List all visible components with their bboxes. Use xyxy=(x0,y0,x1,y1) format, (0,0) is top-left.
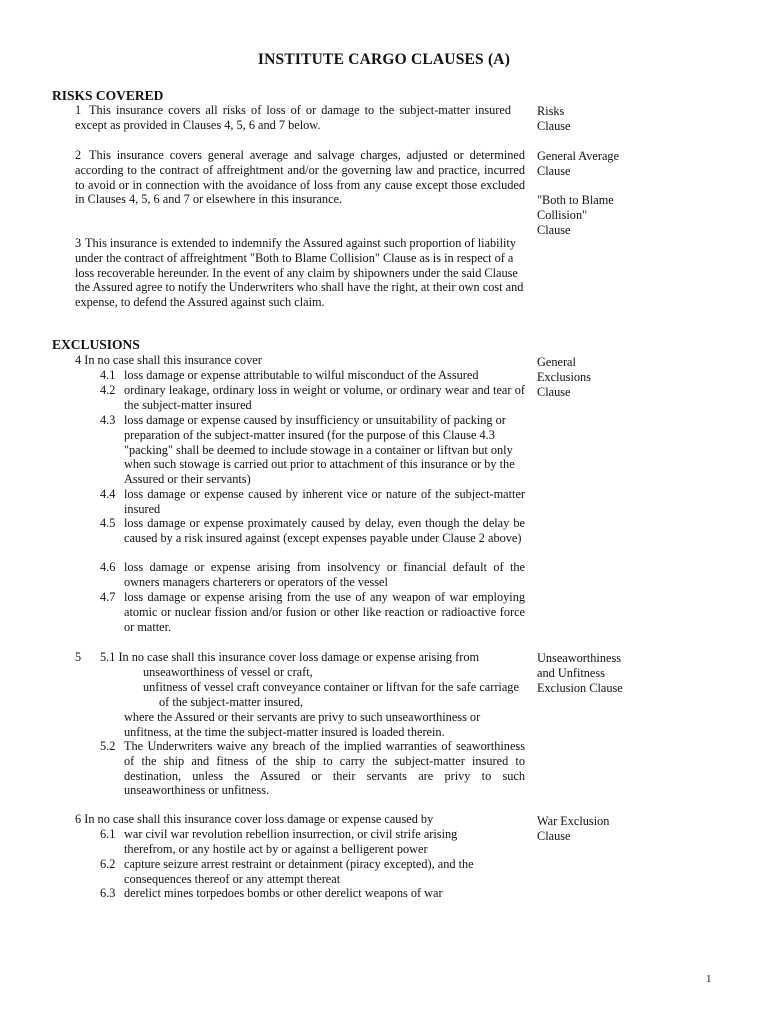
subclause-number: 6.2 xyxy=(100,857,116,871)
subclause-number: 4.2 xyxy=(100,383,116,397)
clause-number: 1 xyxy=(75,103,82,117)
clause-intro: In no case shall this insurance cover loss damage or expense caused by xyxy=(84,812,434,826)
subclause-number: 4.3 xyxy=(100,413,116,427)
clause-6-1 xyxy=(100,827,500,857)
clause-6-side-label: War Exclusion Clause xyxy=(537,814,610,843)
clause-5-1-intro xyxy=(100,650,525,665)
clause-5-side-label: Unseaworthiness and Unfitness Exclusion Clause xyxy=(537,651,623,695)
clause-4-side-label: General Exclusions Clause xyxy=(537,355,591,399)
clause-number: 4 xyxy=(75,353,82,367)
clause-4-7 xyxy=(100,590,525,634)
clause-3-side-label: "Both to Blame Collision" Clause xyxy=(537,193,614,237)
subclause-number: 4.6 xyxy=(100,560,116,574)
subclause-text: war civil war revolution rebellion insurrection, or civil strife arising therefrom, or any hostile act by or against a belligerent power xyxy=(124,827,458,856)
exclusions-heading: EXCLUSIONS xyxy=(52,337,140,352)
subclause-text: loss damage or expense caused by inherent vice or nature of the subject-matter insured xyxy=(124,487,525,516)
clause-5-1-b: unfitness of vessel craft conveyance container or liftvan for the safe carriage of the subject-matter insured, xyxy=(143,680,519,709)
clause-2-side-label: General Average Clause xyxy=(537,149,620,178)
subclause-number: 6.3 xyxy=(100,886,116,900)
risks-covered-heading: RISKS COVERED xyxy=(52,88,164,103)
subclause-number: 5.2 xyxy=(100,739,116,753)
clause-number: 6 xyxy=(75,812,82,826)
document-title: INSTITUTE CARGO CLAUSES (A) xyxy=(257,51,511,68)
subclause-number: 5.1 xyxy=(100,650,116,664)
clause-intro: In no case shall this insurance cover xyxy=(84,353,262,367)
clause-text: This insurance covers general average and salvage charges, adjusted or determined according to the contract of affreightment and/or the governing law and practice, incurred to avoid or in connection with the avoidance of loss from any cause except those excluded in Clauses 4, 5, 6 and 7 or elsewhere in this insurance. xyxy=(75,148,525,207)
clause-1-side-label: Risks Clause xyxy=(537,104,571,133)
clause-1 xyxy=(75,103,525,133)
subclause-number: 4.5 xyxy=(100,516,116,530)
clause-4-4 xyxy=(100,487,525,517)
clause-4-2 xyxy=(100,383,525,413)
subclause-text: loss damage or expense attributable to wilful misconduct of the Assured xyxy=(124,368,479,382)
clause-5-1-a: unseaworthiness of vessel or craft, xyxy=(143,665,313,679)
subclause-number: 4.4 xyxy=(100,487,116,501)
subclause-text: The Underwriters waive any breach of the implied warranties of seaworthiness of the ship and fitness of the ship to carry the subject-matter insured to destination, unless the Assured or their servants are privy to such unseaworthiness or unfitness. xyxy=(124,739,525,798)
clause-6-3 xyxy=(100,886,525,901)
subclause-text: derelict mines torpedoes bombs or other derelict weapons of war xyxy=(124,886,443,900)
subclause-text: loss damage or expense proximately caused by delay, even though the delay be caused by a risk insured against (except expenses payable under Clause 2 above) xyxy=(124,516,525,545)
subclause-text: loss damage or expense caused by insufficiency or unsuitability of packing or preparation of the subject-matter insured (for the purpose of this Clause 4.3 "packing" shall be deemed to include stowage in a container or liftvan but only when such stowage is carried out prior to attachment of this insurance or by the Assured or their servants) xyxy=(124,413,515,487)
clause-4-1 xyxy=(100,368,525,383)
clause-4-5 xyxy=(100,516,525,546)
clause-4-6 xyxy=(100,560,525,590)
subclause-text: loss damage or expense arising from insolvency or financial default of the owners managers charterers or operators of the vessel xyxy=(124,560,525,589)
clause-4-3 xyxy=(100,413,525,487)
clause-5-number: 5 xyxy=(75,650,82,664)
clause-6-2 xyxy=(100,857,525,887)
clause-2 xyxy=(75,148,525,207)
clause-text: This insurance is extended to indemnify the Assured against such proportion of liability under the contract of affreightment "Both to Blame Collision" Clause as is in respect of a loss recoverable hereunder. In the event of any claim by shipowners under the said Clause the Assured agree to notify the Underwriters who shall have the right, at their own cost and expense, to defend the Assured against such claim. xyxy=(75,236,524,310)
clause-6-intro xyxy=(75,812,525,827)
clause-number: 2 xyxy=(75,148,82,162)
subclause-text: ordinary leakage, ordinary loss in weight or volume, or ordinary wear and tear of the subject-matter insured xyxy=(124,383,525,412)
clause-text: This insurance covers all risks of loss of or damage to the subject-matter insured except as provided in Clauses 4, 5, 6 and 7 below. xyxy=(75,103,511,132)
subclause-number: 4.7 xyxy=(100,590,116,604)
clause-3 xyxy=(75,236,525,310)
subclause-number: 4.1 xyxy=(100,368,116,382)
subclause-text: capture seizure arrest restraint or detainment (piracy excepted), and the consequences thereof or any attempt thereat xyxy=(124,857,474,886)
clause-number: 3 xyxy=(75,236,82,250)
subclause-number: 6.1 xyxy=(100,827,116,841)
subclause-text: loss damage or expense arising from the use of any weapon of war employing atomic or nuclear fission and/or fusion or other like reaction or radioactive force or matter. xyxy=(124,590,525,634)
clause-4-intro xyxy=(75,353,525,368)
clause-5-1-c: where the Assured or their servants are privy to such unseaworthiness or unfitness, at the time the subject-matter insured is loaded therein. xyxy=(124,710,481,739)
clause-5-2 xyxy=(100,739,525,798)
page-number: 1 xyxy=(706,973,712,985)
subclause-text: In no case shall this insurance cover loss damage or expense arising from xyxy=(118,650,480,664)
